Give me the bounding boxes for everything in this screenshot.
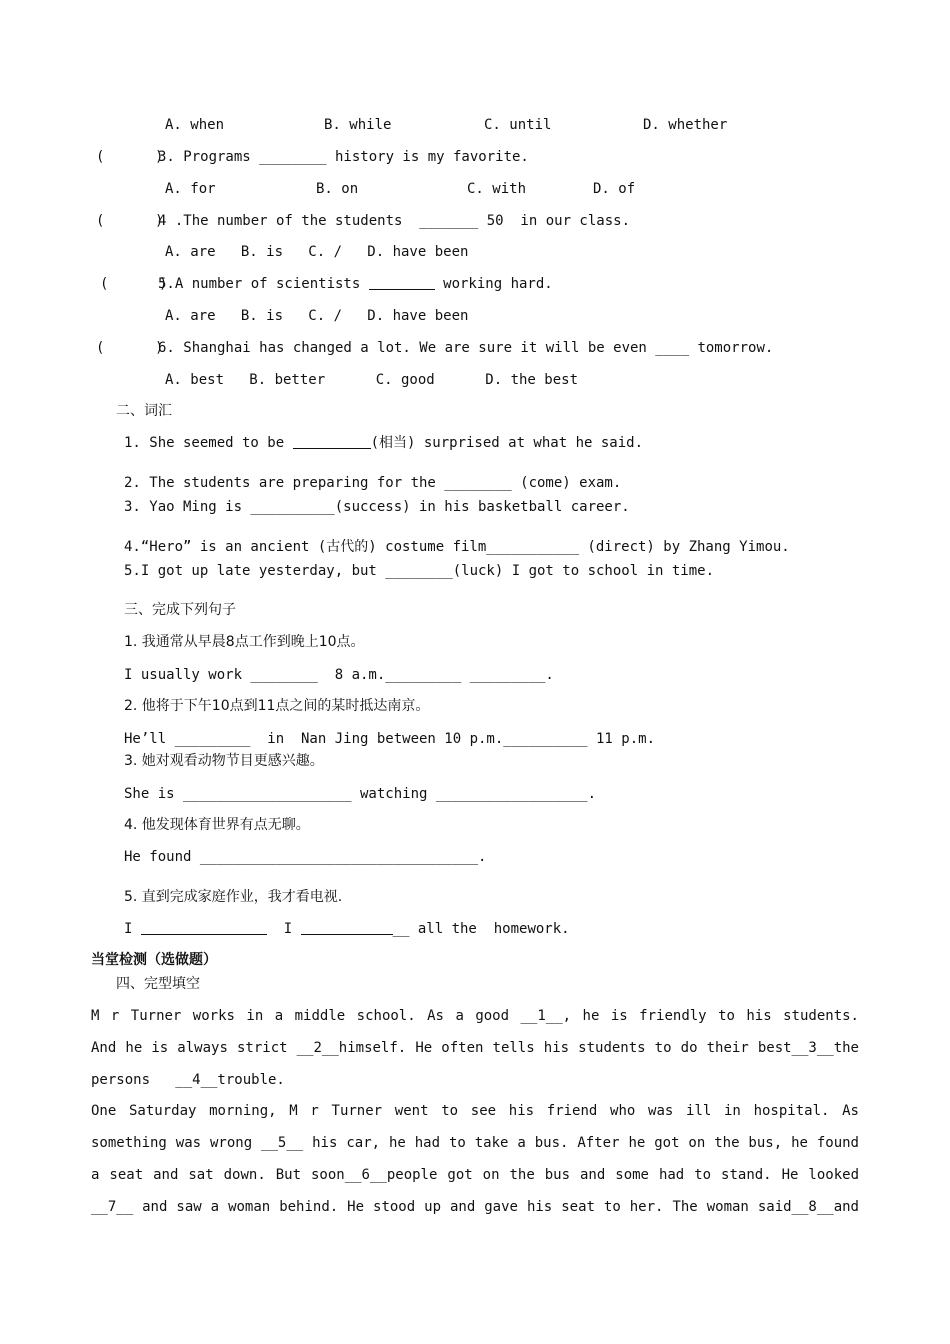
section2-item-3: 3. Yao Ming is __________(success) in his basketball career. [124, 499, 630, 515]
q3-option-c: C. with [467, 181, 527, 197]
q4-text: 4 .The number of the students _______ 50 in our class. [158, 213, 631, 229]
section4-heading: 四、完型填空 [116, 976, 200, 992]
section3-item-3-cn: 3. 她对观看动物节目更感兴趣。 [124, 753, 324, 769]
q6-options: A. best B. better C. good D. the best [165, 372, 579, 388]
cloze-para1-line-2: And he is always strict __2__himself. He often tells his students to do their best__3__the [91, 1040, 859, 1056]
q2-option-a: A. when [165, 117, 225, 133]
q5-paren: ( ) [100, 276, 168, 292]
q2-option-b: B. while [324, 117, 392, 133]
q3-option-b: B. on [316, 181, 359, 197]
section4-title: 当堂检测（选做题） [91, 952, 217, 968]
q3-option-d: D. of [593, 181, 636, 197]
q5-text: 5.A number of scientists working hard. [158, 276, 553, 292]
section3-item-1-en: I usually work ________ 8 a.m._________ _________. [124, 667, 554, 683]
section2-item-2: 2. The students are preparing for the ________ (come) exam. [124, 475, 622, 491]
q2-option-d: D. whether [643, 117, 728, 133]
section2-heading: 二、词汇 [116, 403, 172, 419]
section3-item-3-en: She is ____________________ watching __________________. [124, 786, 597, 802]
section3-item-1-cn: 1. 我通常从早晨8点工作到晚上10点。 [124, 634, 365, 650]
section2-item-1-blank [293, 434, 371, 449]
cloze-para2-line-4: __7__ and saw a woman behind. He stood up and gave his seat to her. The woman said__8__and [91, 1199, 859, 1215]
section2-item-1: 1. She seemed to be (相当) surprised at what he said. [124, 435, 644, 451]
cloze-para2-line-3: a seat and sat down. But soon__6__people got on the bus and some had to stand. He looked [91, 1167, 859, 1183]
section3-item-2-en: He’ll _________ in Nan Jing between 10 p.m.__________ 11 p.m. [124, 731, 656, 747]
cloze-para1-line-3: persons __4__trouble. [91, 1072, 285, 1088]
q4-paren: ( ) [96, 213, 164, 229]
q3-paren: ( ) [96, 149, 164, 165]
q6-paren: ( ) [96, 340, 164, 356]
q6-text: 6. Shanghai has changed a lot. We are sure it will be even ____ tomorrow. [158, 340, 774, 356]
q4-options: A. are B. is C. / D. have been [165, 244, 469, 260]
section2-item-5: 5.I got up late yesterday, but ________(luck) I got to school in time. [124, 563, 715, 579]
section3-item-5-blank-2 [301, 920, 393, 935]
q5-blank [369, 275, 435, 290]
cloze-para2-line-2: something was wrong __5__ his car, he had to take a bus. After he got on the bus, he found [91, 1135, 859, 1151]
section3-item-4-en: He found _________________________________. [124, 849, 487, 865]
cloze-para1-line-1: M r Turner works in a middle school. As a good __1__, he is friendly to his students. [91, 1008, 859, 1024]
q3-option-a: A. for [165, 181, 216, 197]
section3-item-5-blank-1 [141, 920, 267, 935]
q3-text: 3. Programs ________ history is my favorite. [158, 149, 529, 165]
section3-item-5-en: I I __ all the homework. [124, 921, 570, 937]
section3-item-5-cn: 5. 直到完成家庭作业，我才看电视. [124, 889, 343, 905]
cloze-para2-line-1: One Saturday morning, M r Turner went to see his friend who was ill in hospital. As [91, 1103, 859, 1119]
section3-item-2-cn: 2. 他将于下午10点到11点之间的某时抵达南京。 [124, 698, 430, 714]
section2-item-4: 4.“Hero” is an ancient (古代的) costume film___________ (direct) by Zhang Yimou. [124, 539, 790, 555]
q2-option-c: C. until [484, 117, 552, 133]
q5-options: A. are B. is C. / D. have been [165, 308, 469, 324]
section3-item-4-cn: 4. 他发现体育世界有点无聊。 [124, 817, 310, 833]
section3-heading: 三、完成下列句子 [124, 602, 236, 618]
